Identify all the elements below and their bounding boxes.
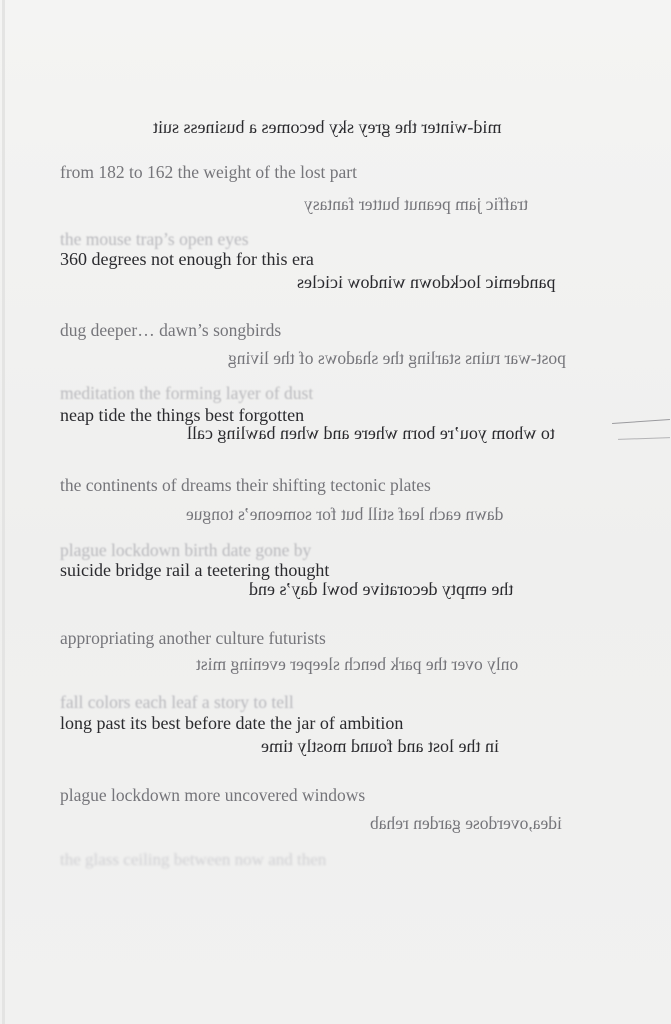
mirrored-line-5: to whom you’re born where and when bawling call [187,423,555,443]
poem-line-4: neap tide the things best forgotten [60,405,305,425]
paper-crease-upper [612,419,670,424]
bleed-line-1: the mouse trap’s open eyes [60,229,249,249]
mirrored-line-2: traffic jam peanut butter fantasy [304,194,529,214]
poem-line-3: dug deeper… dawn’s songbirds [60,320,282,340]
mirrored-line-8: only over the park bench sleeper evening mist [196,654,519,674]
poem-line-6: suicide bridge rail a teetering thought [60,560,330,580]
poem-line-2: 360 degrees not enough for this era [60,249,314,269]
poem-line-8: long past its best before date the jar of ambition [60,713,404,733]
mirrored-line-1: mid-winter the grey sky becomes a business suit [153,117,502,137]
mirrored-line-9: in the lost and found mostly time [261,736,499,756]
poem-line-1: from 182 to 162 the weight of the lost part [60,162,357,182]
poem-line-7: appropriating another culture futurists [60,628,326,648]
bleed-line-4: fall colors each leaf a story to tell [60,692,294,712]
bleed-line-2: meditation the forming layer of dust [60,383,314,403]
poem-line-5: the continents of dreams their shifting tectonic plates [60,475,431,495]
mirrored-line-10: idea,overdose garden rehab [370,813,562,833]
bleed-line-3: plague lockdown birth date gone by [60,540,312,560]
mirrored-line-3: pandemic lockdown window icicles [297,272,556,292]
mirrored-line-6: dawn each leaf still but for someone’s tongue [186,504,504,524]
paper-crease-lower [618,437,670,440]
bleed-line-5: the glass ceiling between now and then [60,850,327,869]
page-edge [2,0,5,1024]
mirrored-line-7: the empty decorative bowl day’s end [249,579,514,599]
mirrored-line-4: post-war ruins starling the shadows of the living [228,348,566,368]
poem-line-9: plague lockdown more uncovered windows [60,785,366,805]
